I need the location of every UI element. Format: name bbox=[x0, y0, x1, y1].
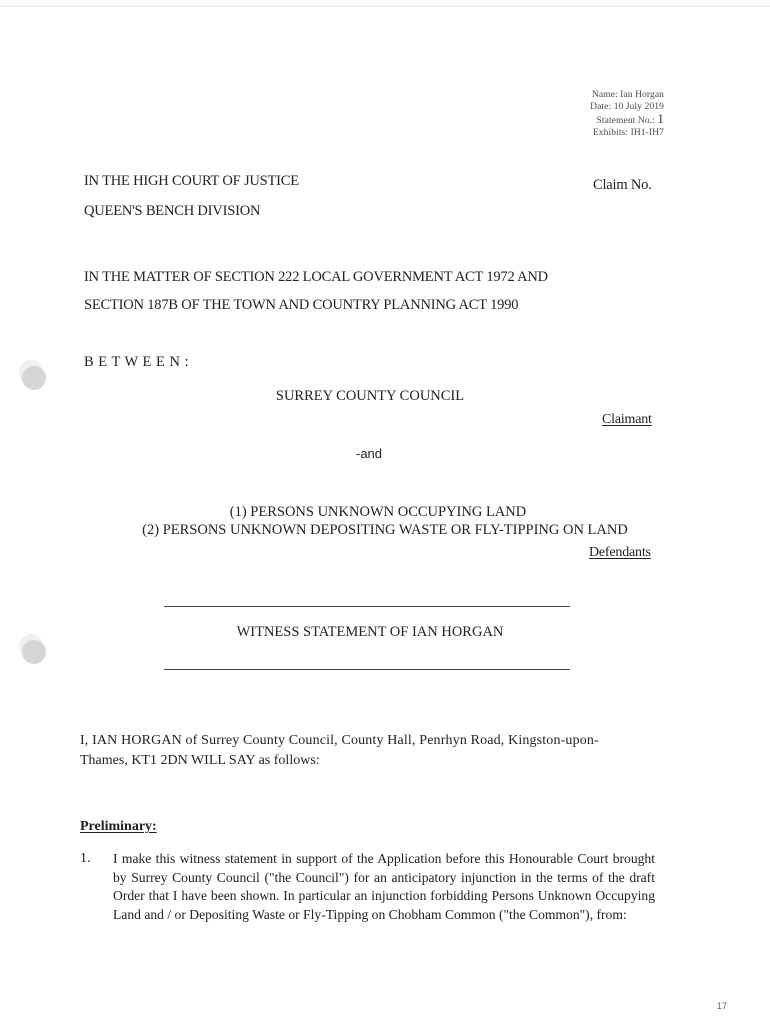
defendant-1: (1) PERSONS UNKNOWN OCCUPYING LAND bbox=[229, 504, 527, 520]
title-rule-bottom bbox=[164, 669, 570, 670]
claimant-role: Claimant bbox=[602, 412, 652, 427]
statement-number-value: 1 bbox=[657, 111, 664, 126]
statement-metadata bbox=[590, 89, 664, 139]
between-label: B E T W E E N : bbox=[84, 354, 190, 370]
statement-date: Date: 10 July 2019 bbox=[590, 102, 664, 112]
scan-top-edge bbox=[0, 0, 770, 7]
paragraph-number: 1. bbox=[80, 851, 91, 866]
section-heading-text: Preliminary: bbox=[80, 819, 157, 834]
document-title: WITNESS STATEMENT OF IAN HORGAN bbox=[236, 624, 504, 640]
witness-name: Name: Ian Horgan bbox=[591, 90, 664, 100]
paragraph-text: I make this witness statement in support of the Application before this Honourable Court brought by Surrey County Council ("the Council") for an anticipatory injunction in the terms of the draft Order that I have been shown. In particular an injunction forbidding Persons Unknown Occupying Land and / or Depositing Waste or Fly-Tipping on Chobham Common ("the Common"), from: bbox=[113, 851, 655, 922]
statement-number-label: Statement No.: bbox=[596, 116, 655, 126]
exhibits-ref: Exhibits: IH1-IH7 bbox=[592, 128, 664, 138]
page-number: 17 bbox=[717, 1001, 728, 1011]
defendant-2: (2) PERSONS UNKNOWN DEPOSITING WASTE OR FLY-TIPPING ON LAND bbox=[142, 522, 628, 538]
title-rule-top bbox=[164, 606, 570, 607]
court-division: QUEEN'S BENCH DIVISION bbox=[84, 203, 261, 219]
statement-number bbox=[590, 113, 664, 127]
claimant-name: SURREY COUNTY COUNCIL bbox=[275, 388, 465, 404]
claim-number-label: Claim No. bbox=[593, 177, 652, 193]
court-name: IN THE HIGH COURT OF JUSTICE bbox=[84, 173, 299, 189]
intro-line-2: Thames, KT1 2DN WILL SAY as follows: bbox=[80, 753, 320, 768]
matter-line-2: SECTION 187B OF THE TOWN AND COUNTRY PLANNING ACT 1990 bbox=[84, 297, 519, 313]
punch-hole-lower bbox=[22, 640, 46, 664]
and-separator: -and bbox=[355, 446, 383, 461]
section-heading-preliminary bbox=[80, 817, 157, 837]
punch-hole-upper bbox=[22, 366, 46, 390]
matter-line-1: IN THE MATTER OF SECTION 222 LOCAL GOVERNMENT ACT 1972 AND bbox=[84, 269, 548, 285]
defendants-role: Defendants bbox=[589, 545, 651, 560]
intro-line-1: I, IAN HORGAN of Surrey County Council, County Hall, Penrhyn Road, Kingston-upon- bbox=[80, 733, 599, 748]
